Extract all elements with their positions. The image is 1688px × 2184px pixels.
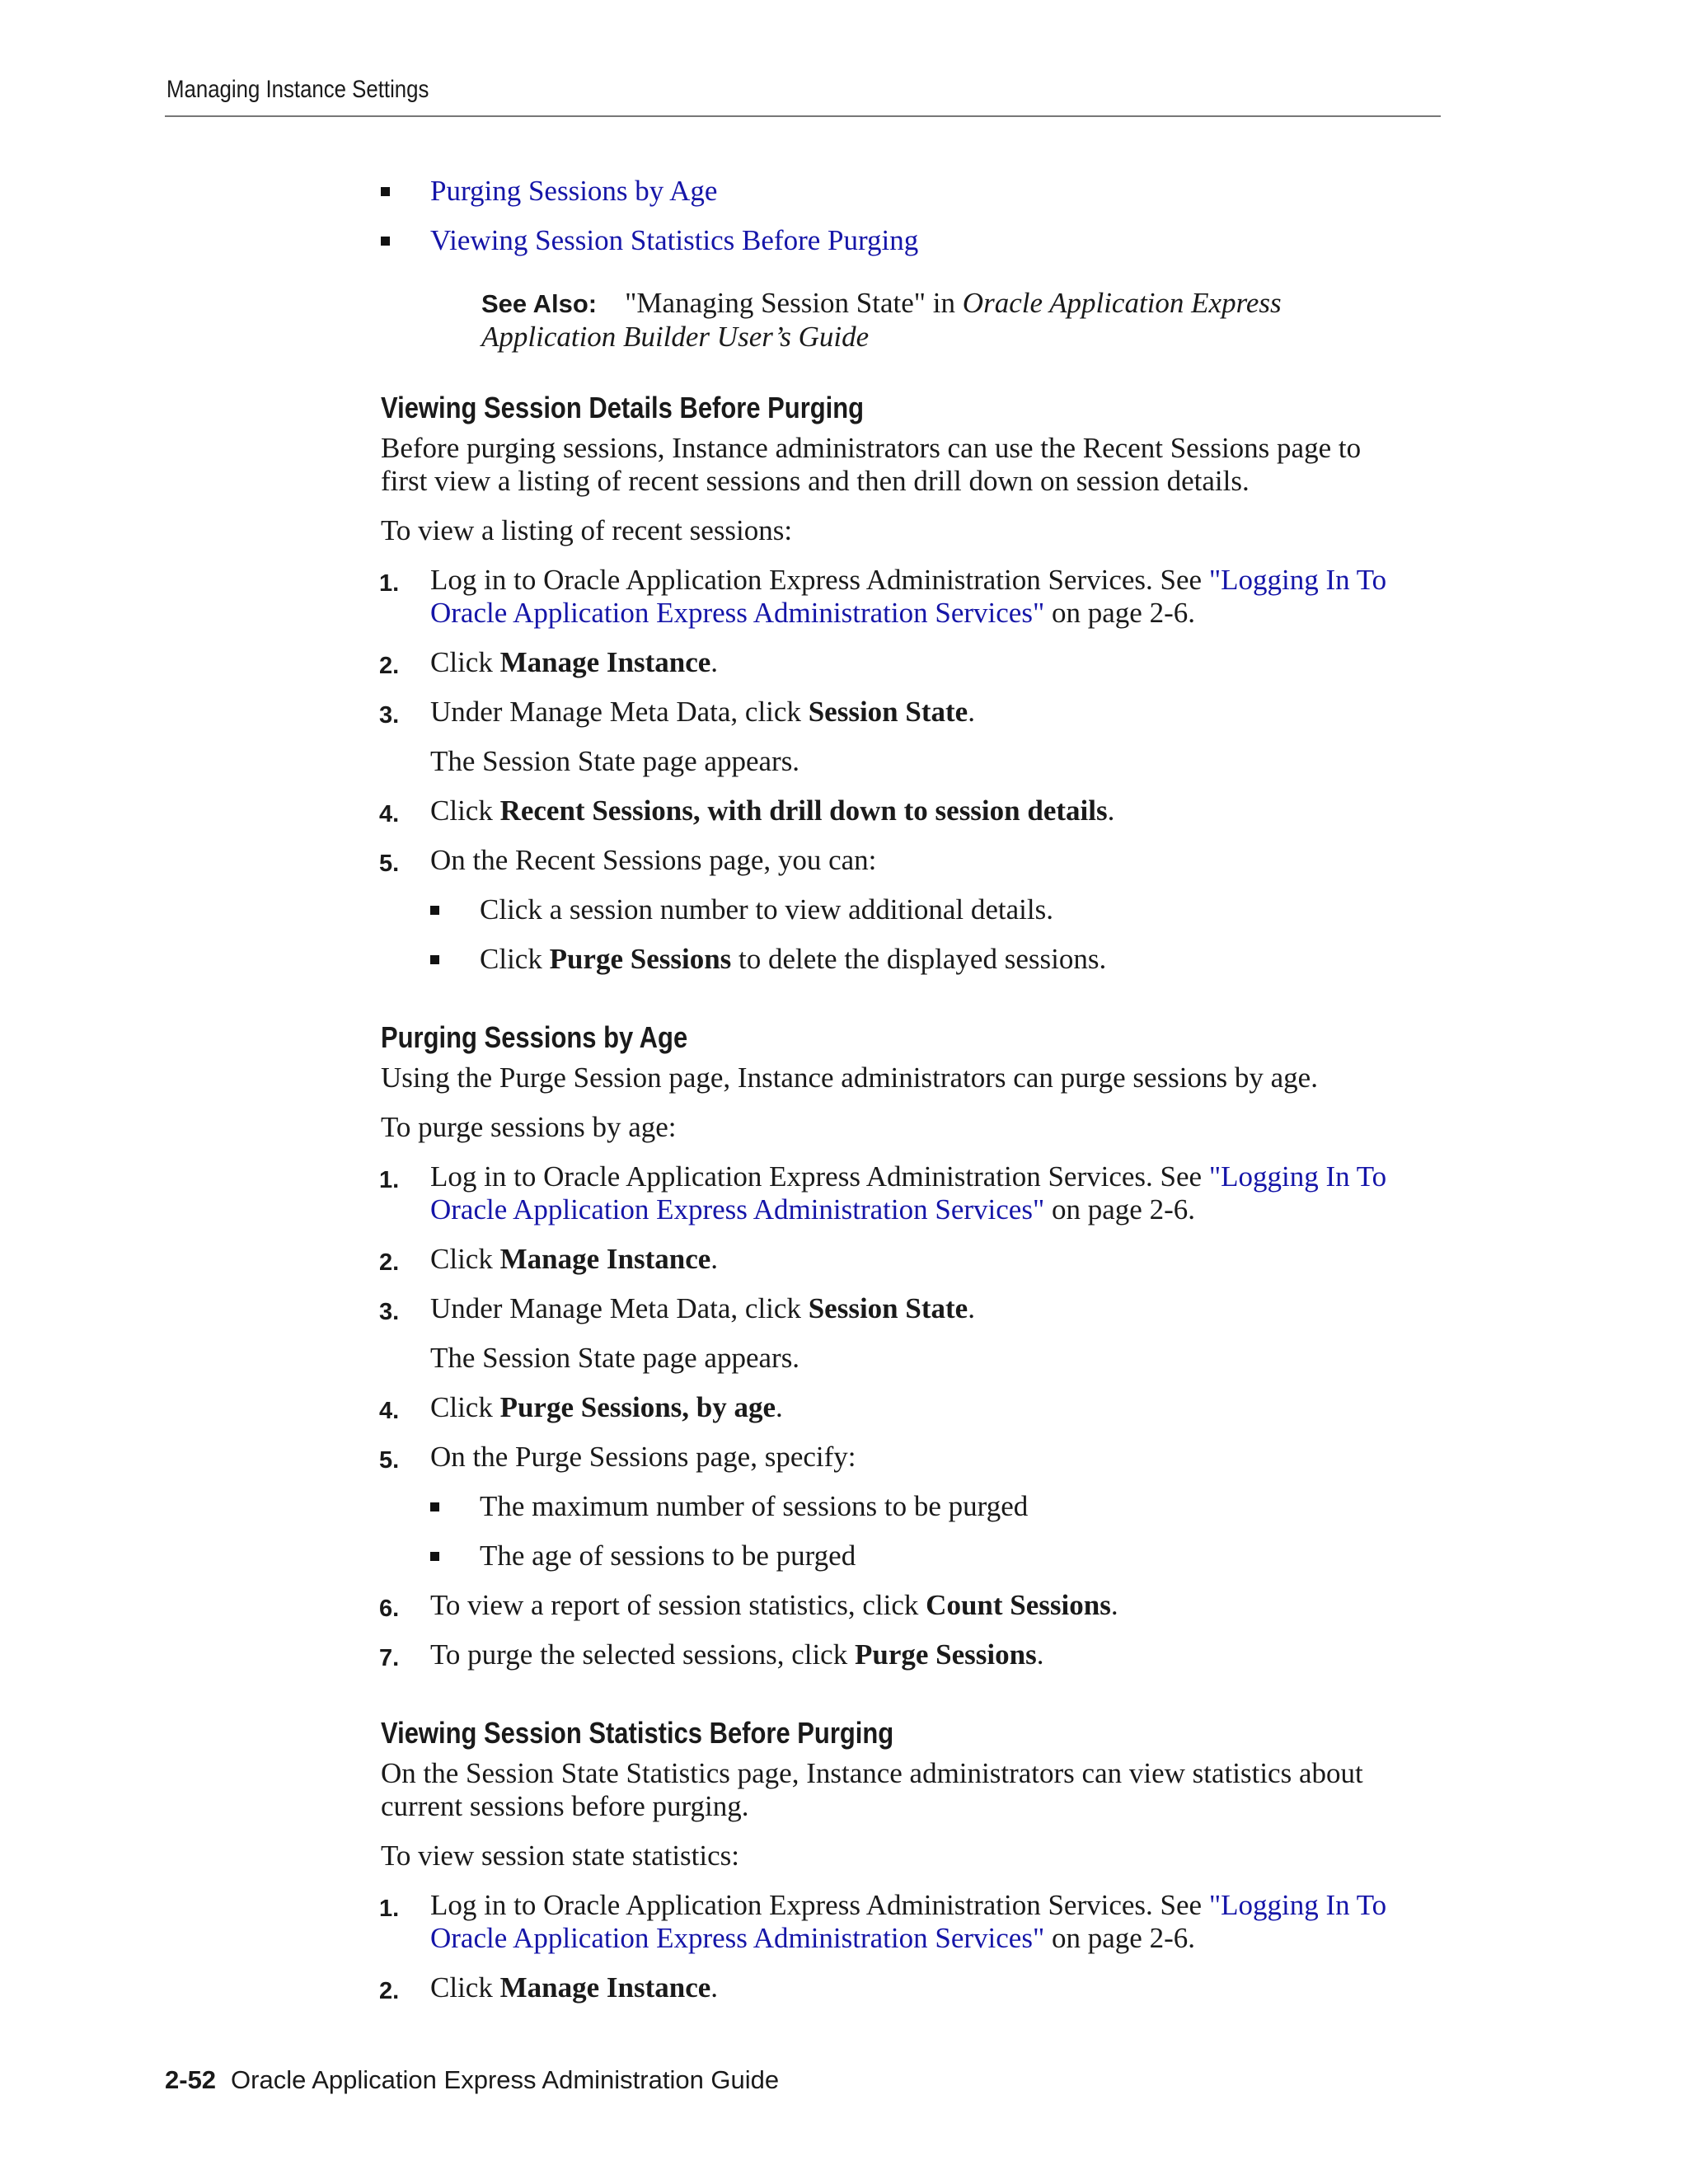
paragraph: On the Session State Statistics page, Instance administrators can view statistics about current sessions before purging. — [381, 1757, 1363, 1822]
running-header: Managing Instance Settings — [166, 76, 429, 103]
square-bullet-icon — [430, 906, 439, 915]
book-title: Oracle Application Express — [962, 287, 1282, 319]
page-number: 2-52 — [165, 2065, 217, 2094]
guide-title: Oracle Application Express Administration Guide — [231, 2065, 780, 2094]
logging-in-link-cont[interactable]: Oracle Application Express Administration Services" — [430, 1193, 1045, 1226]
paragraph: Before purging sessions, Instance administrators can use the Recent Sessions page to first view a listing of recent sessions and then drill down on session details. — [381, 432, 1362, 497]
header-rule — [165, 115, 1441, 117]
book-title-cont: Application Builder User’s Guide — [481, 321, 870, 353]
logging-in-link[interactable]: "Logging In To — [1208, 564, 1387, 596]
section-heading: Viewing Session Details Before Purging — [381, 391, 865, 424]
square-bullet-icon — [381, 237, 390, 246]
intro-text: To view a listing of recent sessions: — [381, 514, 793, 546]
intro-text: To view session state statistics: — [381, 1840, 740, 1872]
section-heading: Purging Sessions by Age — [381, 1020, 688, 1054]
intro-text: To purge sessions by age: — [381, 1111, 677, 1143]
toc-link-viewing-statistics[interactable]: Viewing Session Statistics Before Purging — [430, 224, 919, 256]
logging-in-link-cont[interactable]: Oracle Application Express Administration Services" — [430, 1922, 1045, 1954]
page-footer — [165, 2065, 779, 2095]
logging-in-link-cont[interactable]: Oracle Application Express Administration Services" — [430, 597, 1045, 629]
toc-link-purging-by-age[interactable]: Purging Sessions by Age — [430, 175, 718, 207]
see-also-note: See Also: "Managing Session State" in Oracle Application Express Application Builder User’s Guide — [481, 287, 1282, 353]
logging-in-link[interactable]: "Logging In To — [1208, 1889, 1387, 1921]
see-also-label: See Also: — [481, 289, 598, 318]
square-bullet-icon — [430, 1552, 439, 1561]
section-heading: Viewing Session Statistics Before Purging — [381, 1716, 894, 1750]
square-bullet-icon — [430, 955, 439, 964]
logging-in-link[interactable]: "Logging In To — [1208, 1160, 1387, 1193]
paragraph: Using the Purge Session page, Instance administrators can purge sessions by age. — [381, 1062, 1318, 1094]
square-bullet-icon — [430, 1502, 439, 1511]
square-bullet-icon — [381, 187, 390, 196]
